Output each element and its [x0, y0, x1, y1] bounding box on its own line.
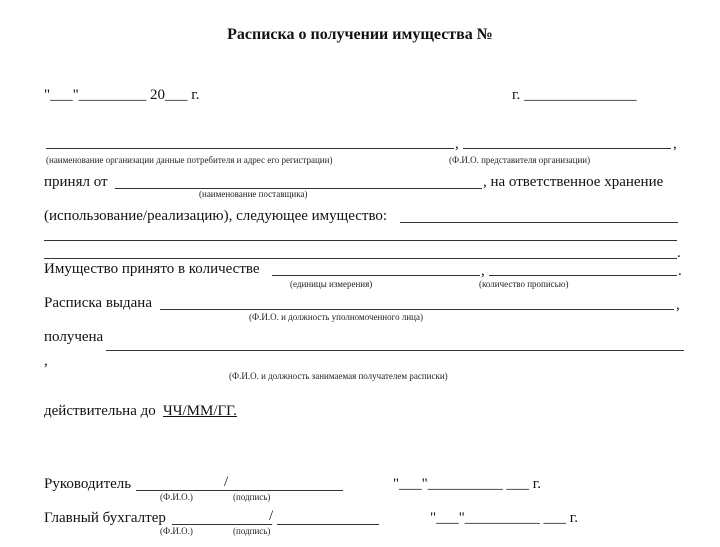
- caption-representative: (Ф.И.О. представителя организации): [449, 155, 591, 165]
- received-label: получена: [44, 329, 104, 345]
- caption-accountant-signature: (подпись): [233, 526, 271, 536]
- caption-accountant-name: (Ф.И.О.): [160, 526, 193, 536]
- accountant-date-field[interactable]: "___"__________ ___ г.: [430, 510, 578, 526]
- storage-label: , на ответственное хранение: [483, 174, 664, 190]
- caption-organization: (наименование организации данные потребителя и адрес его регистрации): [46, 155, 333, 165]
- director-date-field[interactable]: "___"__________ ___ г.: [393, 476, 541, 492]
- caption-receiver: (Ф.И.О. и должность занимаемая получателем расписки): [229, 371, 448, 381]
- accepted-from-label: принял от: [44, 174, 108, 190]
- usage-label: (использование/реализацию), следующее имущество:: [44, 208, 388, 224]
- property-input-line-1[interactable]: [400, 222, 678, 223]
- representative-input-line[interactable]: [463, 148, 671, 149]
- comma: ,: [455, 136, 459, 152]
- property-input-line-2[interactable]: [44, 240, 677, 241]
- caption-supplier: (наименование поставщика): [199, 189, 308, 199]
- chief-accountant-label: Главный бухгалтер: [44, 510, 166, 526]
- director-label: Руководитель: [44, 476, 132, 492]
- issued-label: Расписка выдана: [44, 295, 152, 311]
- accountant-signature-line[interactable]: [277, 524, 379, 525]
- caption-director-name: (Ф.И.О.): [160, 492, 193, 502]
- property-input-line-3[interactable]: [44, 258, 677, 259]
- organization-input-line[interactable]: [46, 148, 454, 149]
- period: .: [677, 245, 681, 261]
- director-signature-line[interactable]: [232, 490, 343, 491]
- accountant-name-line[interactable]: [172, 524, 272, 525]
- caption-quantity-words: (количество прописью): [479, 279, 569, 289]
- units-input-line[interactable]: [272, 275, 480, 276]
- director-name-line[interactable]: [136, 490, 236, 491]
- city-field[interactable]: г. _______________: [512, 87, 637, 103]
- quantity-words-input-line[interactable]: [489, 275, 677, 276]
- comma: ,: [481, 263, 485, 279]
- comma: ,: [676, 297, 680, 313]
- period: .: [678, 263, 682, 279]
- caption-director-signature: (подпись): [233, 492, 271, 502]
- caption-units: (единицы измерения): [290, 279, 373, 289]
- issuer-input-line[interactable]: [160, 309, 674, 310]
- comma: ,: [44, 353, 48, 369]
- comma: ,: [673, 136, 677, 152]
- date-field[interactable]: "___"_________ 20___ г.: [44, 87, 200, 103]
- document-title: Расписка о получении имущества №: [227, 26, 493, 43]
- valid-until-label: действительна до: [44, 403, 156, 419]
- slash: /: [224, 474, 229, 490]
- slash: /: [269, 508, 274, 524]
- quantity-label: Имущество принято в количестве: [44, 261, 260, 277]
- caption-issuer: (Ф.И.О. и должность уполномоченного лица): [249, 312, 423, 322]
- valid-until-date[interactable]: ЧЧ/ММ/ГГ.: [163, 403, 237, 419]
- receiver-input-line[interactable]: [106, 350, 684, 351]
